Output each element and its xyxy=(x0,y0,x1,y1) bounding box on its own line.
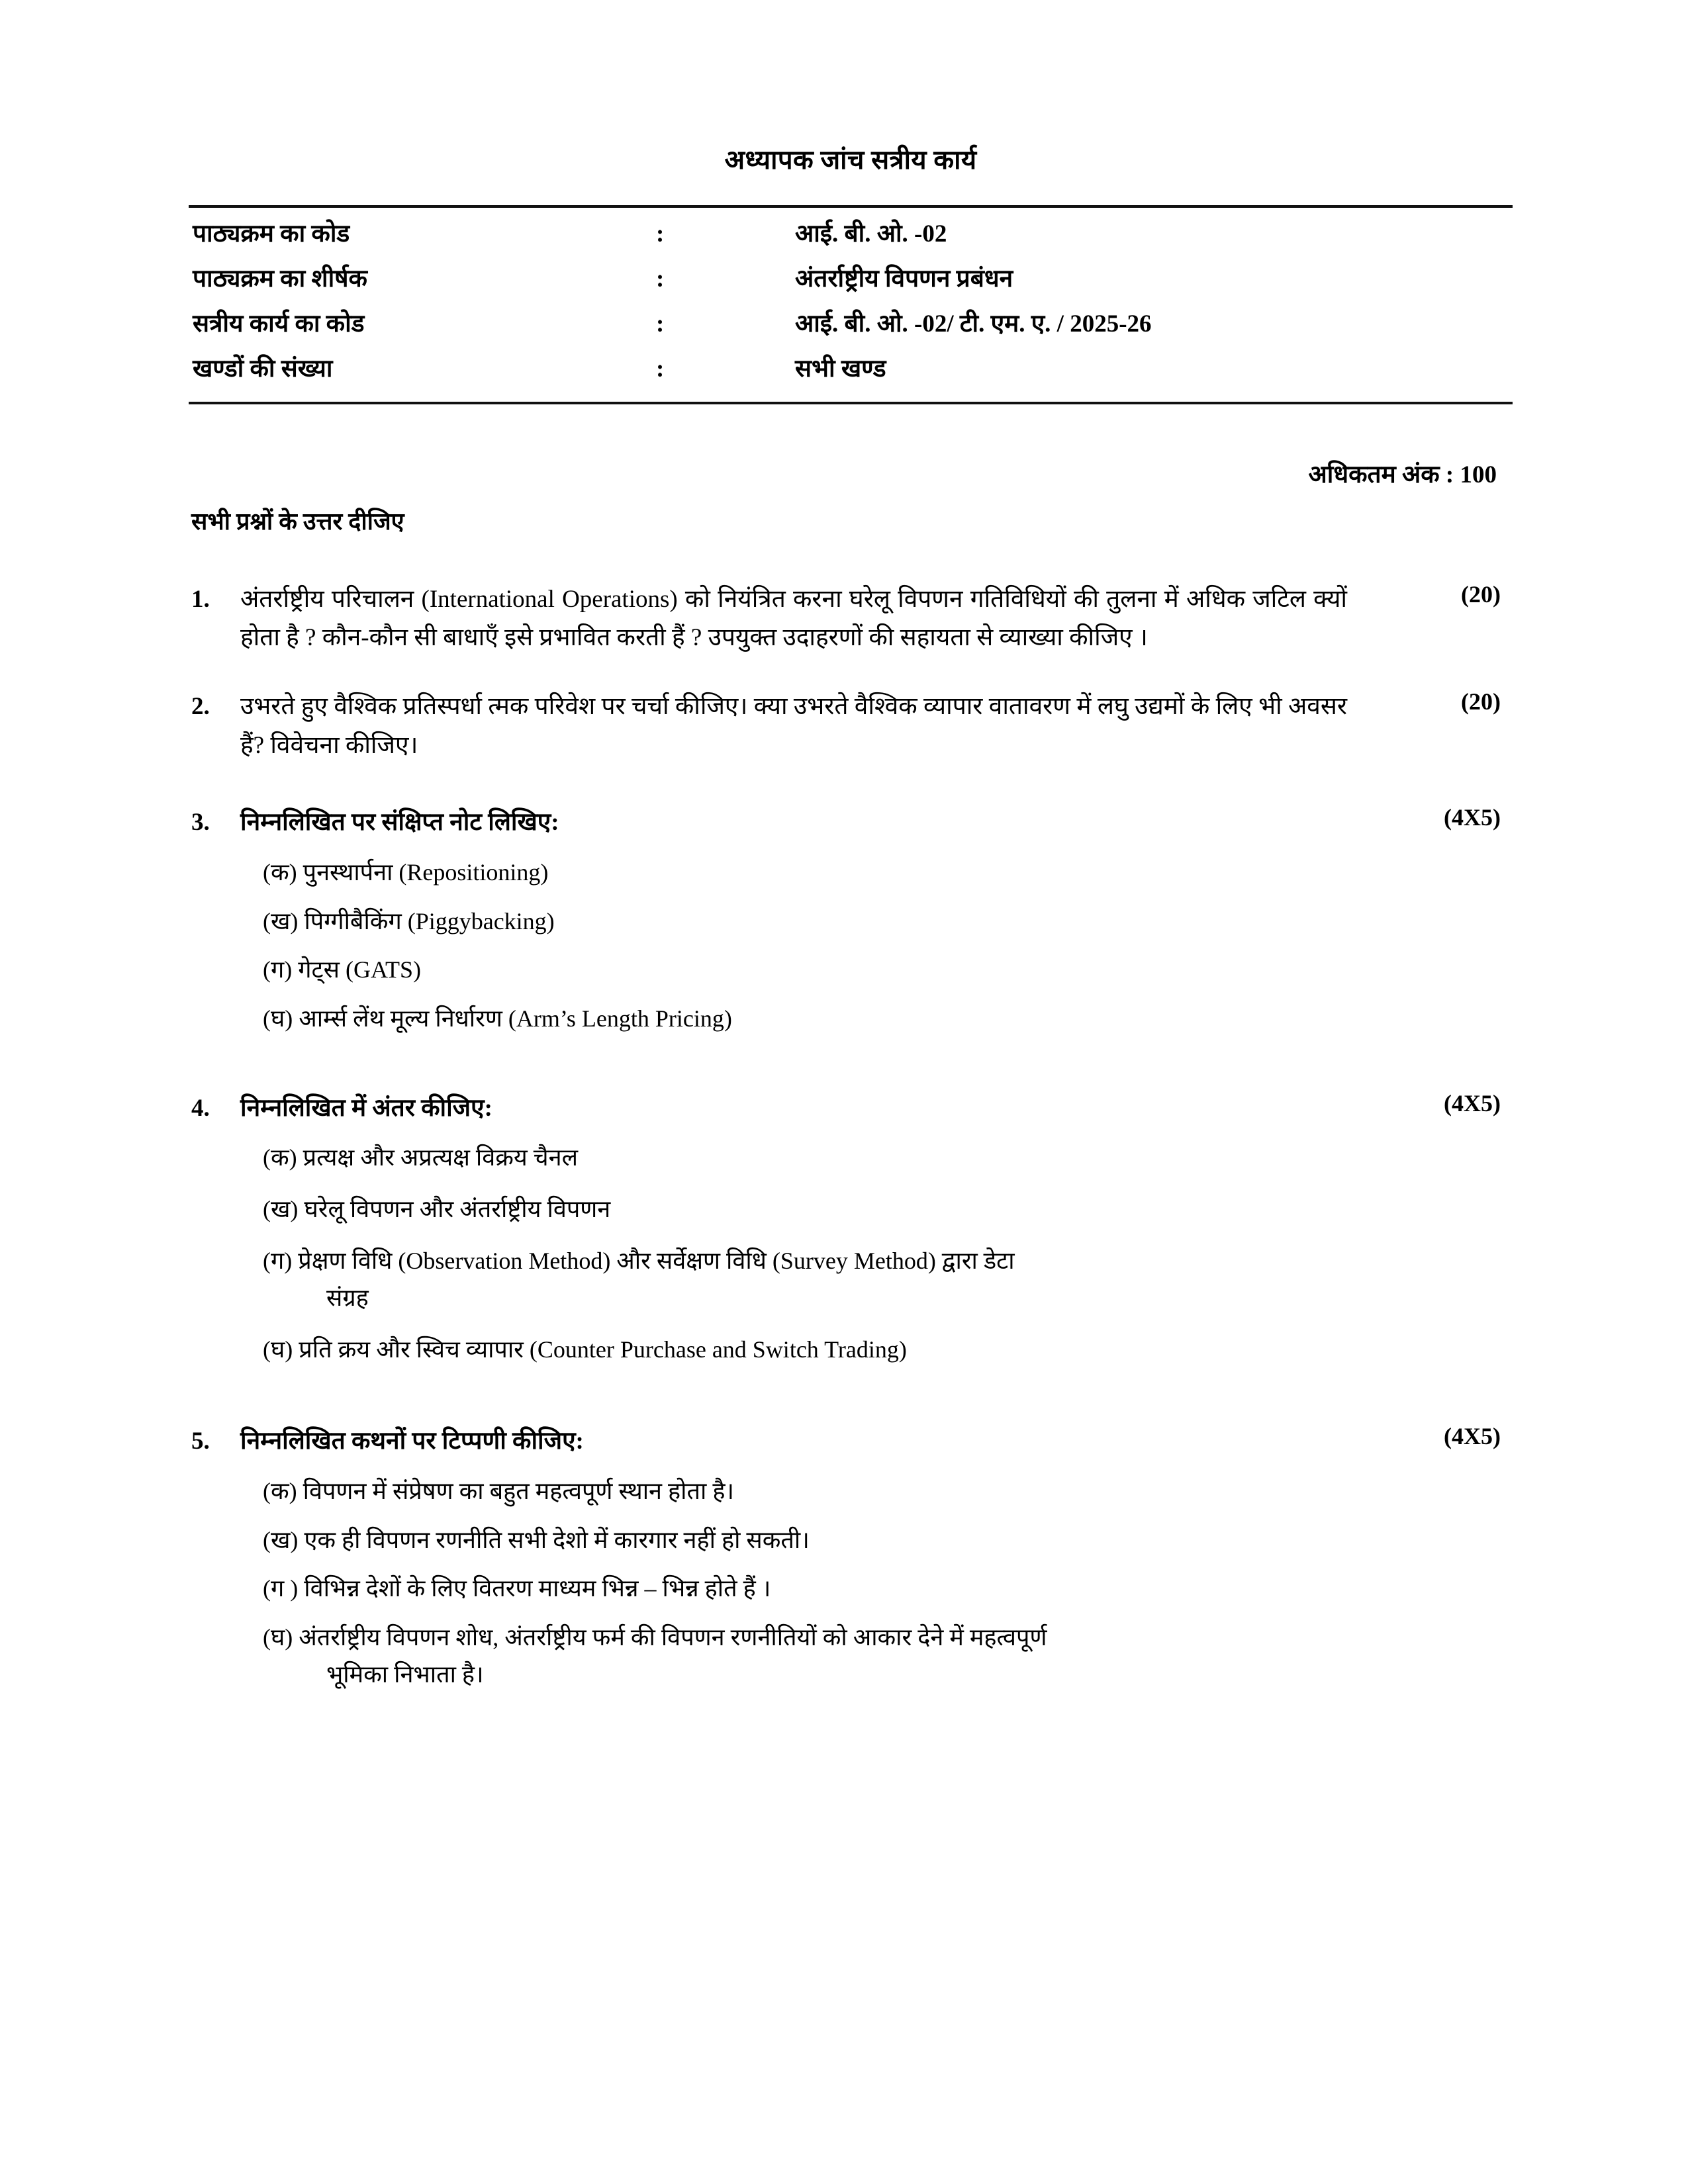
list-item xyxy=(263,952,1347,989)
list-item xyxy=(263,1522,1347,1559)
sub-item-label: घरेलू विपणन और अंतर्राष्ट्रीय विपणन xyxy=(304,1196,611,1223)
meta-label-course-title: पाठ्यक्रम का शीर्षक xyxy=(193,265,367,293)
sub-item-marker: (क) xyxy=(263,858,297,886)
question-text-3: निम्नलिखित पर संक्षिप्त नोट लिखिए: xyxy=(240,809,559,837)
question-text-2: उभरते हुए वैश्विक प्रतिस्पर्धा त्मक परिवेश पर चर्चा कीजिए। क्या उभरते वैश्विक व्यापार वातावरण में लघु उद्यमों के लिए भी अवसर हैं? विवेचना कीजिए। xyxy=(240,693,1347,759)
sub-item-list-5 xyxy=(240,1473,1347,1694)
list-item xyxy=(263,1332,1347,1369)
question-marks-1: (20) xyxy=(1461,580,1501,608)
sub-item-label: आर्म्स लेंथ मूल्य निर्धारण (Arm’s Length Pricing) xyxy=(299,1005,732,1032)
sub-item-list-4 xyxy=(240,1140,1347,1368)
sub-item-list-3 xyxy=(240,854,1347,1038)
sub-item-label: विभिन्न देशों के लिए वितरण माध्यम भिन्न – भिन्न होते हैं । xyxy=(304,1575,771,1602)
question-number-1: 1. xyxy=(191,585,210,613)
meta-label-course-code: पाठ्यक्रम का कोड xyxy=(193,220,350,248)
meta-colon: : xyxy=(656,265,665,293)
meta-colon: : xyxy=(656,310,665,338)
list-item xyxy=(263,1140,1347,1177)
question-block-3 xyxy=(189,803,1513,1050)
question-marks-2: (20) xyxy=(1461,688,1501,715)
question-text-4: निम्नलिखित में अंतर कीजिए: xyxy=(240,1094,492,1122)
question-block-2 xyxy=(189,688,1513,765)
sub-item-marker: (घ) xyxy=(263,1005,293,1032)
sub-item-label: अंतर्राष्ट्रीय विपणन शोध, अंतर्राष्ट्रीय फर्म की विपणन रणनीतियों को आकार देने में महत्वपूर्ण xyxy=(299,1624,1047,1651)
header-rule-top xyxy=(189,205,1513,208)
question-number-4: 4. xyxy=(191,1094,210,1122)
table-row xyxy=(189,257,1513,302)
meta-colon: : xyxy=(656,355,665,383)
page-title: अध्यापक जांच सत्रीय कार्य xyxy=(724,145,977,175)
table-row xyxy=(189,347,1513,392)
sub-item-marker: (क) xyxy=(263,1477,297,1504)
sub-item-label: प्रति क्रय और स्विच व्यापार (Counter Purchase and Switch Trading) xyxy=(299,1336,907,1363)
sub-item-marker: (ग ) xyxy=(263,1575,299,1602)
question-list xyxy=(189,580,1513,1706)
meta-label-blocks-count: खण्डों की संख्या xyxy=(193,355,333,383)
sub-item-label: विपणन में संप्रेषण का बहुत महत्वपूर्ण स्थान होता है। xyxy=(303,1477,735,1504)
header-rule-bottom xyxy=(189,402,1513,404)
sub-item-label: पिग्गीबैकिंग (Piggybacking) xyxy=(304,907,555,934)
question-marks-5: (4X5) xyxy=(1444,1423,1501,1450)
sub-item-marker: (क) xyxy=(263,1144,297,1171)
question-block-4 xyxy=(189,1089,1513,1383)
table-row xyxy=(189,302,1513,347)
list-item xyxy=(263,1570,1347,1608)
question-text-1: अंतर्राष्ट्रीय परिचालन (International Operations) को नियंत्रित करना घरेलू विपणन गतिविधियों की तुलना में अधिक जटिल क्यों होता है ? कौन-कौन सी बाधाएँ इसे प्रभावित करती हैं ? उपयुक्त उदाहरणों की सहायता से व्याख्या कीजिए । xyxy=(240,585,1347,651)
meta-value-blocks-count: सभी खण्ड xyxy=(795,355,886,383)
sub-item-label: एक ही विपणन रणनीति सभी देशो में कारगार नहीं हो सकती। xyxy=(304,1526,810,1553)
question-text-5: निम्नलिखित कथनों पर टिप्पणी कीजिए: xyxy=(240,1428,584,1455)
sub-item-label: प्रत्यक्ष और अप्रत्यक्ष विक्रय चैनल xyxy=(303,1144,579,1171)
question-block-5 xyxy=(189,1422,1513,1705)
sub-item-marker: (ग) xyxy=(263,1248,293,1274)
sub-item-marker: (ख) xyxy=(263,1196,299,1223)
table-row xyxy=(189,212,1513,257)
list-item xyxy=(263,1473,1347,1510)
max-marks-label: अधिकतम अंक : 100 xyxy=(1308,461,1497,488)
question-marks-4: (4X5) xyxy=(1444,1089,1501,1116)
sub-item-continuation: भूमिका निभाता है। xyxy=(326,1661,484,1688)
list-item xyxy=(263,1191,1347,1228)
question-number-2: 2. xyxy=(191,693,210,721)
meta-value-course-title: अंतर्राष्ट्रीय विपणन प्रबंधन xyxy=(795,265,1013,293)
meta-value-course-code: आई. बी. ओ. -02 xyxy=(795,220,947,248)
list-item xyxy=(263,1619,1347,1694)
list-item xyxy=(263,854,1347,891)
sub-item-marker: (ग) xyxy=(263,956,293,983)
sub-item-continuation: संग्रह xyxy=(326,1284,369,1311)
sub-item-marker: (ख) xyxy=(263,907,299,934)
sub-item-label: प्रेक्षण विधि (Observation Method) और सर्वेक्षण विधि (Survey Method) द्वारा डेटा xyxy=(298,1248,1015,1274)
list-item xyxy=(263,1001,1347,1038)
question-marks-3: (4X5) xyxy=(1444,804,1501,831)
list-item xyxy=(263,1243,1347,1317)
list-item xyxy=(263,903,1347,940)
sub-item-marker: (ख) xyxy=(263,1526,299,1553)
sub-item-label: गेट्स (GATS) xyxy=(298,956,421,983)
meta-value-assignment-code: आई. बी. ओ. -02/ टी. एम. ए. / 2025-26 xyxy=(795,310,1152,338)
course-meta-table xyxy=(189,212,1513,392)
sub-item-label: पुनस्थार्पना (Repositioning) xyxy=(303,858,549,886)
question-number-5: 5. xyxy=(191,1428,210,1455)
meta-label-assignment-code: सत्रीय कार्य का कोड xyxy=(193,310,365,338)
meta-colon: : xyxy=(656,220,665,248)
page-content xyxy=(189,0,1513,1706)
question-number-3: 3. xyxy=(191,809,210,837)
sub-item-marker: (घ) xyxy=(263,1336,293,1363)
sub-item-marker: (घ) xyxy=(263,1624,293,1651)
instruction-text: सभी प्रश्नों के उत्तर दीजिए xyxy=(191,508,404,535)
question-block-1 xyxy=(189,580,1513,658)
